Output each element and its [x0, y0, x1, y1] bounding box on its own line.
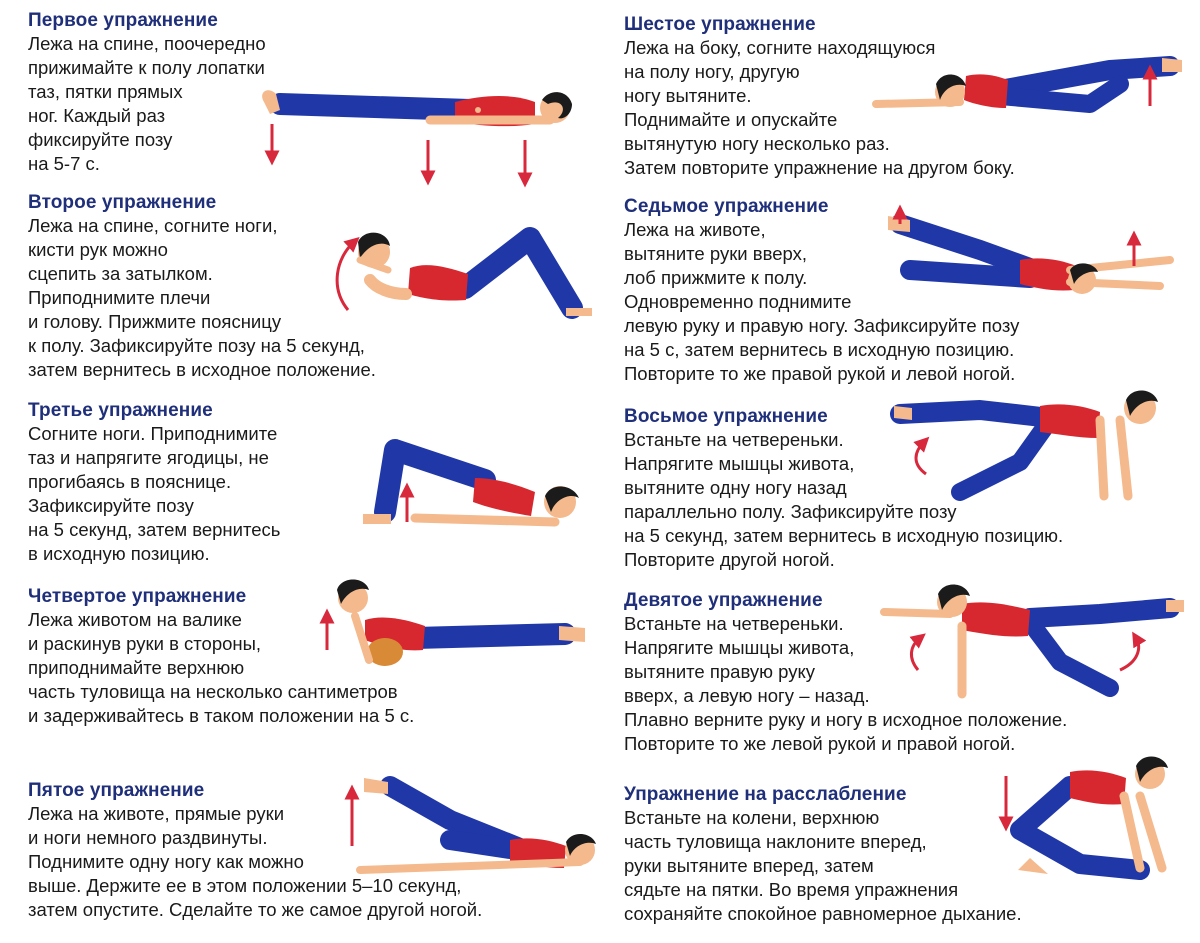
- exercise-text-line: вытяните правую руку: [624, 661, 816, 682]
- exercise-text-line: вверх, а левую ногу – назад.: [624, 685, 870, 706]
- exercise-6-illustration: [870, 44, 1190, 124]
- exercise-text-line: затем опустите. Сделайте то же самое другой ногой.: [28, 899, 483, 920]
- exercise-9-illustration: [880, 578, 1190, 708]
- exercise-8-illustration: [890, 380, 1190, 510]
- exercise-text-line: таз и напрягите ягодицы, не: [28, 447, 269, 468]
- exercise-text-line: руки вытяните вперед, затем: [624, 855, 874, 876]
- exercise-text-line: Одновременно поднимите: [624, 291, 852, 312]
- exercise-text-line: Согните ноги. Приподнимите: [28, 423, 278, 444]
- exercise-text-line: и ноги немного раздвинуты.: [28, 827, 268, 848]
- exercise-text-line: часть туловища наклоните вперед,: [624, 831, 927, 852]
- exercise-text-line: параллельно полу. Зафиксируйте позу: [624, 501, 957, 522]
- exercise-text-line: фиксируйте позу: [28, 129, 173, 150]
- exercise-text-line: на 5-7 с.: [28, 153, 100, 174]
- exercise-title: Первое упражнение: [28, 10, 218, 31]
- exercise-text-line: и задерживайтесь в таком положении на 5 с.: [28, 705, 415, 726]
- exercise-2-illustration: [330, 218, 610, 328]
- exercise-title: Шестое упражнение: [624, 14, 816, 35]
- exercise-text-line: таз, пятки прямых: [28, 81, 183, 102]
- exercise-title: Второе упражнение: [28, 192, 217, 213]
- exercise-text-line: ног. Каждый раз: [28, 105, 166, 126]
- relax-illustration: [990, 760, 1190, 890]
- exercise-text-line: сохраняйте спокойное равномерное дыхание.: [624, 903, 1022, 924]
- exercise-text-line: на полу ногу, другую: [624, 61, 800, 82]
- exercise-text-line: лоб прижмите к полу.: [624, 267, 808, 288]
- exercise-text-line: затем вернитесь в исходное положение.: [28, 359, 376, 380]
- exercise-text-line: на 5 секунд, затем вернитесь в исходную позицию.: [624, 525, 1064, 546]
- exercise-text-line: Повторите другой ногой.: [624, 549, 835, 570]
- exercise-text-line: Затем повторите упражнение на другом боку.: [624, 157, 1015, 178]
- exercise-title: Седьмое упражнение: [624, 196, 829, 217]
- exercise-text-line: прижимайте к полу лопатки: [28, 57, 265, 78]
- exercise-3: [28, 400, 280, 566]
- exercise-text-line: Лежа на спине, согните ноги,: [28, 215, 278, 236]
- exercise-text-line: часть туловища на несколько сантиметров: [28, 681, 398, 702]
- exercise-1: [28, 10, 266, 176]
- exercise-text-line: вытяните одну ногу назад: [624, 477, 847, 498]
- exercise-text-line: Лежа на спине, поочередно: [28, 33, 266, 54]
- exercise-text-line: левую руку и правую ногу. Зафиксируйте позу: [624, 315, 1020, 336]
- exercise-text-line: Напрягите мышцы живота,: [624, 453, 855, 474]
- exercise-text-line: прогибаясь в пояснице.: [28, 471, 232, 492]
- exercise-2: [28, 192, 376, 382]
- exercise-text-line: Напрягите мышцы живота,: [624, 637, 855, 658]
- exercise-text-line: Поднимите одну ногу как можно: [28, 851, 304, 872]
- exercise-5-illustration: [330, 770, 610, 890]
- exercise-text-line: к полу. Зафиксируйте позу на 5 секунд,: [28, 335, 365, 356]
- exercise-text-line: Лежа на животе, прямые руки: [28, 803, 285, 824]
- exercise-title: Восьмое упражнение: [624, 406, 828, 427]
- exercise-title: Девятое упражнение: [624, 590, 823, 611]
- exercise-text-line: кисти рук можно: [28, 239, 168, 260]
- exercise-text-line: Повторите то же левой рукой и правой ногой.: [624, 733, 1016, 754]
- exercise-text-line: Лежа на животе,: [624, 219, 766, 240]
- exercise-text-line: Встаньте на четвереньки.: [624, 613, 844, 634]
- exercise-text-line: приподнимайте верхнюю: [28, 657, 245, 678]
- exercise-text-line: на 5 с, затем вернитесь в исходную позицию.: [624, 339, 1015, 360]
- exercise-text-line: Встаньте на четвереньки.: [624, 429, 844, 450]
- exercise-text-line: сцепить за затылком.: [28, 263, 213, 284]
- exercise-7-illustration: [870, 210, 1190, 310]
- exercise-text-line: Поднимайте и опускайте: [624, 109, 838, 130]
- exercise-text-line: Повторите то же правой рукой и левой ногой.: [624, 363, 1016, 384]
- exercise-title: Третье упражнение: [28, 400, 213, 421]
- exercise-text-line: и голову. Прижмите поясницу: [28, 311, 282, 332]
- exercise-text-line: Приподнимите плечи: [28, 287, 211, 308]
- exercise-text-line: на 5 секунд, затем вернитесь: [28, 519, 281, 540]
- exercise-text-line: вытянутую ногу несколько раз.: [624, 133, 890, 154]
- exercise-3-illustration: [355, 430, 595, 540]
- exercise-text-line: сядьте на пятки. Во время упражнения: [624, 879, 959, 900]
- exercise-relax: [624, 784, 1022, 926]
- exercise-text-line: вытяните руки вверх,: [624, 243, 807, 264]
- exercise-text-line: Плавно верните руку и ногу в исходное положение.: [624, 709, 1068, 730]
- exercise-title: Четвертое упражнение: [28, 586, 247, 607]
- exercise-text-line: Лежа животом на валике: [28, 609, 242, 630]
- exercise-text-line: Зафиксируйте позу: [28, 495, 194, 516]
- exercise-text-line: в исходную позицию.: [28, 543, 210, 564]
- exercise-4-illustration: [315, 570, 595, 680]
- exercise-text-line: Лежа на боку, согните находящуюся: [624, 37, 936, 58]
- exercise-text-line: и раскинув руки в стороны,: [28, 633, 262, 654]
- exercise-text-line: ногу вытяните.: [624, 85, 752, 106]
- exercise-text-line: Встаньте на колени, верхнюю: [624, 807, 880, 828]
- exercise-title: Пятое упражнение: [28, 780, 205, 801]
- exercise-title: Упражнение на расслабление: [624, 784, 907, 805]
- exercise-1-illustration: [250, 80, 600, 190]
- exercise-text-line: выше. Держите ее в этом положении 5–10 секунд,: [28, 875, 462, 896]
